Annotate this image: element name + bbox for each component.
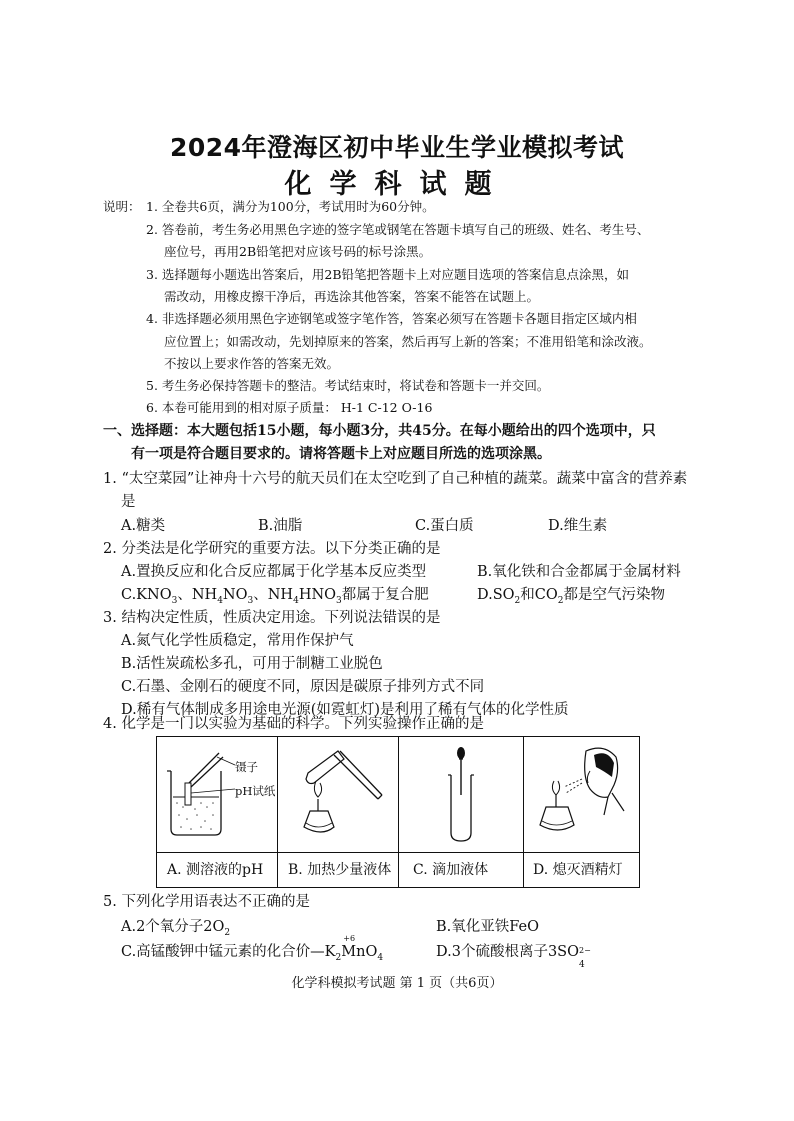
instruction-line: 5. 考生务必保持答题卡的整洁。考试结束时，将试卷和答题卡一并交回。 bbox=[146, 378, 550, 393]
option-d: D.3个硫酸根离子3SO 2− 4 bbox=[436, 944, 591, 970]
option-a: A.置换反应和化合反应都属于化学基本反应类型 bbox=[121, 564, 427, 580]
option-c: C.石墨、金刚石的硬度不同，原因是碳原子排列方式不同 bbox=[121, 679, 485, 695]
caption-row-divider bbox=[157, 852, 639, 853]
option-c: $C.KNO_3$、$NH_4NO_3$、$NH_4HNO_3$都属于复合肥 bbox=[121, 587, 429, 606]
instruction-line: 4. 非选择题必须用黑色字迹钢笔或签字笔作答，答案必须写在答题卡各题目指定区域内相 bbox=[146, 311, 637, 326]
instruction-line: 需改动，用橡皮擦干净后，再选涂其他答案，答案不能答在试题上。 bbox=[164, 289, 540, 304]
option-d: D.稀有气体制成多用途电光源(如霓虹灯)是利用了稀有气体的化学性质 bbox=[121, 702, 569, 718]
instruction-line: 不按以上要求作答的答案无效。 bbox=[164, 356, 340, 371]
option-b: B.氧化铁和合金都属于金属材料 bbox=[477, 564, 681, 580]
question-1-stem-cont: 是 bbox=[121, 494, 136, 510]
instruction-line: 座位号，再用2B铅笔把对应该号码的标号涂黑。 bbox=[164, 244, 432, 259]
caption-b: B. 加热少量液体 bbox=[288, 862, 392, 878]
heating-test-tube-figure bbox=[278, 737, 398, 852]
caption-d: D. 熄灭酒精灯 bbox=[533, 862, 623, 878]
label-tweezers: 镊子 bbox=[235, 760, 258, 774]
question-3-stem: 3. 结构决定性质，性质决定用途。下列说法错误的是 bbox=[103, 610, 441, 626]
option-a: A.糖类 bbox=[121, 518, 166, 534]
option-a: A.氮气化学性质稳定，常用作保护气 bbox=[121, 633, 354, 649]
caption-c: C. 滴加液体 bbox=[413, 862, 489, 878]
option-d: D.维生素 bbox=[548, 518, 608, 534]
question-4-stem: 4. 化学是一门以实验为基础的科学。下列实验操作正确的是 bbox=[103, 716, 484, 732]
instruction-line: 1. 全卷共6页，满分为100分，考试用时为60分钟。 bbox=[146, 199, 435, 214]
option-b: B.活性炭疏松多孔，可用于制糖工业脱色 bbox=[121, 656, 383, 672]
option-b: B.氧化亚铁FeO bbox=[436, 919, 540, 935]
exam-title: 2024年澄海区初中毕业生学业模拟考试 bbox=[169, 133, 625, 162]
section-heading: 一、选择题：本大题包括15小题，每小题3分，共45分。在每小题给出的四个选项中，只 bbox=[103, 423, 656, 439]
option-a: A.2个氧分子$2O_2$ bbox=[121, 919, 231, 938]
page-footer: 化学科模拟考试题 第 1 页（共6页） bbox=[291, 976, 503, 991]
extinguish-lamp-figure bbox=[524, 737, 639, 852]
question-1-stem: 1. “太空菜园”让神舟十六号的航天员们在太空吃到了自己种植的蔬菜。蔬菜中富含的营养素 bbox=[103, 471, 688, 487]
instruction-line: 3. 选择题每小题选出答案后，用2B铅笔把答题卡上对应题目选项的答案信息点涂黑，如 bbox=[146, 267, 630, 282]
option-c: C.高锰酸钾中锰元素的化合价$—K_2$ +6 MnO$_4$ bbox=[121, 934, 384, 963]
question-5-stem: 5. 下列化学用语表达不正确的是 bbox=[103, 894, 310, 910]
experiment-figure-table bbox=[156, 736, 640, 888]
subject-title: 化学科试题 bbox=[284, 169, 510, 200]
label-ph-paper: pH试纸 bbox=[235, 784, 276, 798]
dropper-test-tube-figure bbox=[399, 737, 523, 852]
instruction-line: 6. 本卷可能用到的相对原子质量： H-1 C-12 O-16 bbox=[146, 400, 433, 415]
instructions-label: 说明： bbox=[103, 199, 141, 214]
instruction-line: 应位置上；如需改动，先划掉原来的答案，然后再写上新的答案；不准用铅笔和涂改液。 bbox=[164, 334, 652, 349]
caption-a: A. 测溶液的pH bbox=[167, 862, 264, 878]
instruction-line: 2. 答卷前，考生务必用黑色字迹的签字笔或钢笔在答题卡填写自己的班级、姓名、考生号、 bbox=[146, 222, 650, 237]
section-heading: 有一项是符合题目要求的。请将答题卡上对应题目所选的选项涂黑。 bbox=[131, 446, 551, 462]
question-2-stem: 2. 分类法是化学研究的重要方法。以下分类正确的是 bbox=[103, 541, 441, 557]
option-d: $D.SO_2$和$CO_2$都是空气污染物 bbox=[477, 587, 665, 606]
option-c: C.蛋白质 bbox=[415, 518, 474, 534]
option-b: B.油脂 bbox=[258, 518, 303, 534]
